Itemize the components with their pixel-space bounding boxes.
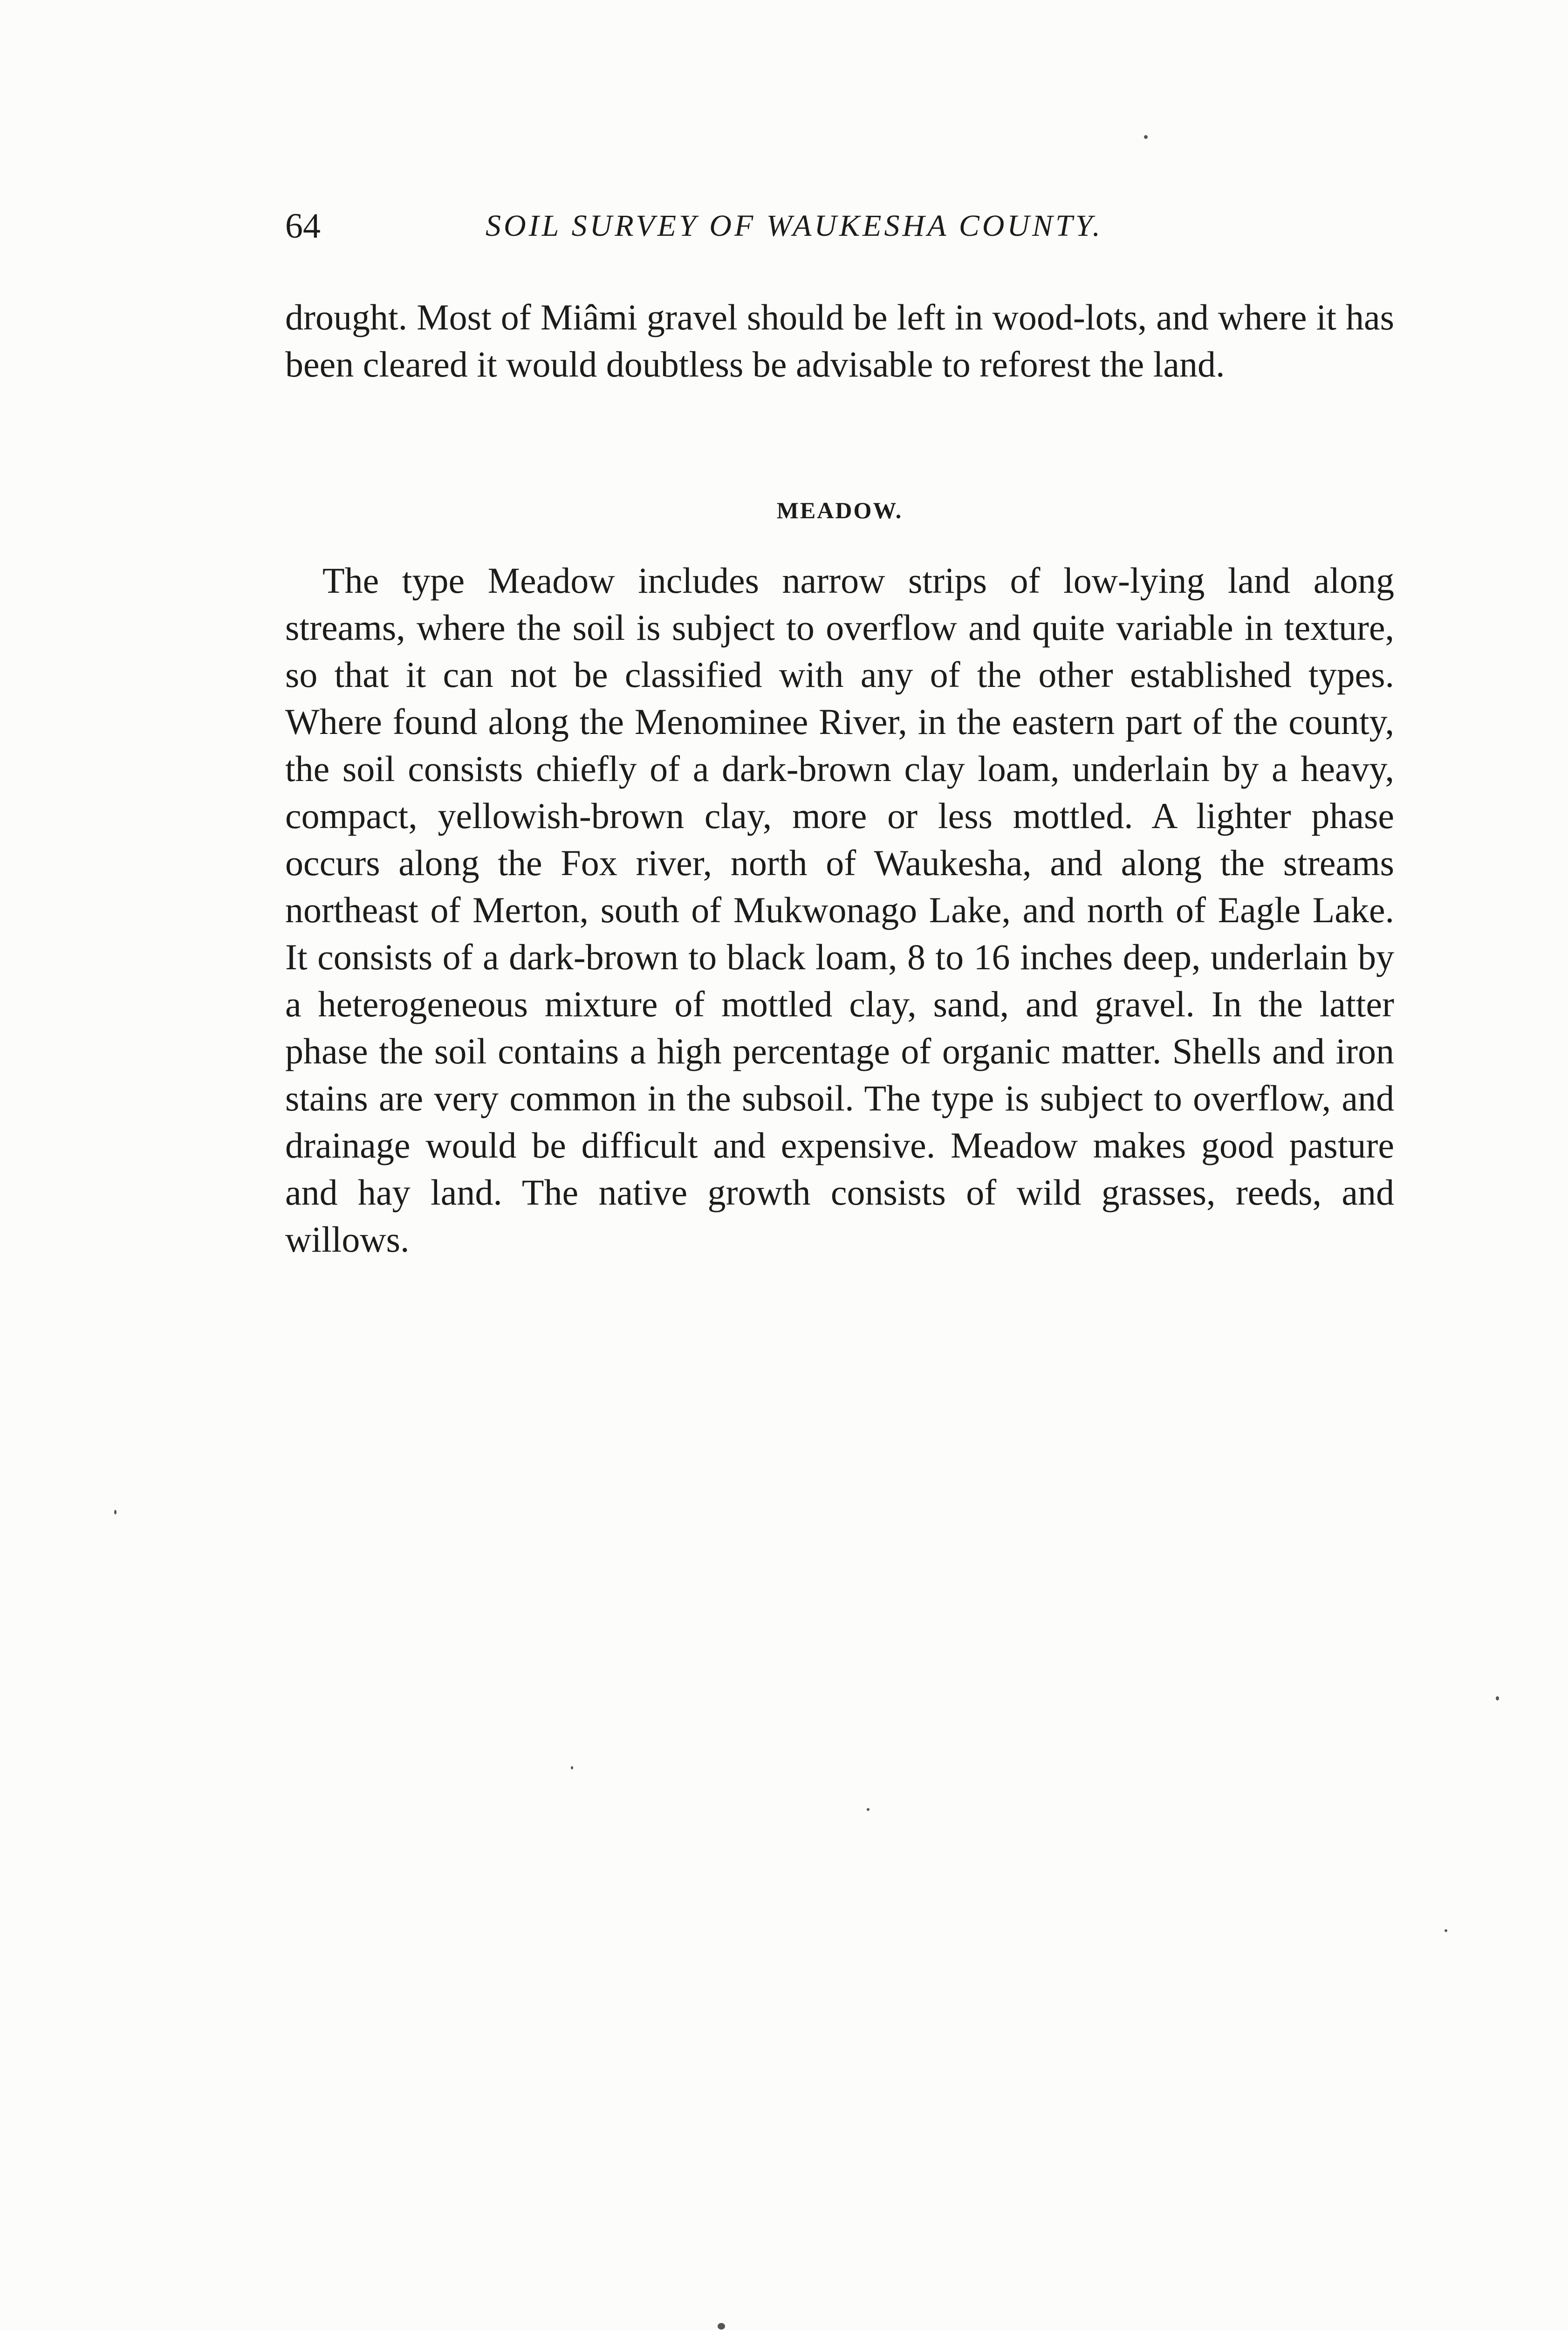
page-speck	[1445, 1929, 1447, 1932]
meadow-paragraph: The type Meadow includes narrow strips of low-lying land along streams, where the soil is subject to overflow and quite variable in texture, so that it can not be classified with any of the other established types. Where found along the Menominee River, in the eastern part of the county, the soil consists chiefly of a dark-brown clay loam, underlain by a heavy, compact, yellowish-brown clay, more or less mottled. A lighter phase occurs along the Fox river, north of Waukesha, and along the streams northeast of Merton, south of Mukwonago Lake, and north of Eagle Lake. It consists of a dark-brown to black loam, 8 to 16 inches deep, underlain by a heterogeneous mixture of mottled clay, sand, and gravel. In the latter phase the soil contains a high percentage of organic matter. Shells and iron stains are very common in the subsoil. The type is subject to overflow, and drainage would be difficult and expensive. Meadow makes good pasture and hay land. The native growth consists of wild grasses, reeds, and willows.	[285, 560, 1394, 1260]
continued-paragraph: drought. Most of Miâmi gravel should be left in wood-lots, and where it has been cleared it would doubtless be advisable to reforest the land.	[285, 297, 1394, 384]
running-title: SOIL SURVEY OF WAUKESHA COUNTY.	[486, 209, 1103, 243]
page-speck	[571, 1766, 573, 1769]
page-speck	[718, 2323, 725, 2330]
page-speck	[1144, 135, 1148, 139]
page-speck	[114, 1510, 116, 1514]
section-heading-meadow: MEADOW.	[776, 497, 903, 523]
page-speck	[867, 1808, 870, 1811]
page-speck	[1496, 1696, 1499, 1700]
running-head	[285, 200, 1394, 252]
page-number: 64	[285, 206, 321, 246]
